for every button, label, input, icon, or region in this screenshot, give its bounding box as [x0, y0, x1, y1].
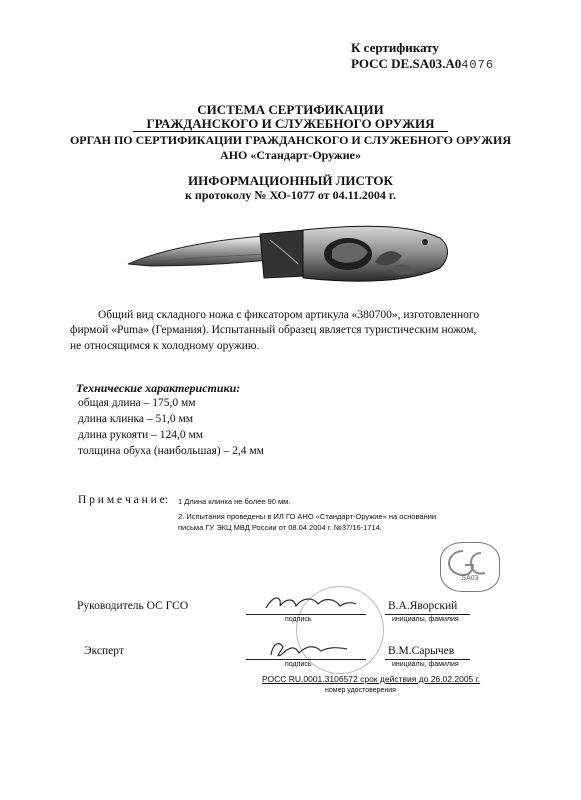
- spec-item: длина рукояти – 124,0 мм: [78, 429, 204, 441]
- specs-heading: Технические характеристики:: [76, 381, 241, 395]
- spec-item: общая длина – 175,0 мм: [78, 397, 196, 409]
- expert-role: Эксперт: [84, 645, 124, 657]
- head-name-line: [385, 614, 470, 615]
- head-role: Руководитель ОС ГСО: [77, 600, 189, 612]
- expert-name-line: [385, 659, 470, 660]
- knife-blade: [128, 236, 268, 266]
- expert-sign-line: [246, 659, 366, 660]
- note-1: 1 Длина клинка не более 90 мм.: [178, 497, 291, 506]
- organ-title: ОРГАН ПО СЕРТИФИКАЦИИ ГРАЖДАНСКОГО И СЛУЖЕБНОГО ОРУЖИЯ: [69, 133, 512, 147]
- certification-mark: [440, 542, 500, 592]
- note-2-line1: 2. Испытания проведены в ИЛ ГО АНО «Стандарт-Оружие» на основании: [178, 512, 437, 521]
- description-line2: фирмой «Puma» (Германия). Испытанный образец является туристическим ножом,: [70, 324, 477, 336]
- system-title-1: СИСТЕМА СЕРТИФИКАЦИИ: [197, 102, 384, 117]
- head-name: В.А.Яворский: [388, 600, 458, 612]
- note-2-line2: письма ГУ ЭКЦ МВД России от 08.04.2004 г. №37/16-1714.: [178, 523, 382, 532]
- description-line1: Общий вид складного ножа с фиксатором артикула «380700», изготовленного: [98, 309, 480, 321]
- certificate-number: РОСС RU.0001.3106572 срок действия до 26.02.2005 г.: [262, 674, 481, 684]
- expert-signature: [265, 637, 355, 661]
- cert-ref-handwritten: 4076: [461, 58, 495, 72]
- certificate-number-caption: номер удостоверения: [325, 687, 396, 694]
- cert-ref-line1: К сертификату: [351, 40, 439, 55]
- head-sign-caption: подпись: [285, 616, 312, 623]
- expert-name-caption: инициалы, фамилия: [392, 661, 459, 668]
- head-sign-line: [246, 614, 366, 615]
- system-title-2: ГРАЖДАНСКОГО И СЛУЖЕБНОГО ОРУЖИЯ: [146, 116, 435, 131]
- knife-bolster: [260, 230, 305, 278]
- sheet-title: ИНФОРМАЦИОННЫЙ ЛИСТОК: [188, 173, 393, 188]
- cert-ref-number: РОСС DE.SA03.A0: [351, 56, 462, 71]
- organ-name: АНО «Стандарт-Оружие»: [220, 148, 361, 162]
- expert-sign-caption: подпись: [285, 661, 312, 668]
- spec-item: толщина обуха (наибольшая) – 2,4 мм: [78, 445, 264, 457]
- description-line3: не относящимся к холодному оружию.: [70, 340, 260, 352]
- head-name-caption: инициалы, фамилия: [392, 616, 459, 623]
- header-rule: [133, 131, 448, 132]
- gost-logo-icon: [441, 545, 499, 579]
- expert-name: В.М.Сарычев: [388, 645, 455, 657]
- sheet-subtitle: к протоколу № ХО-1077 от 04.11.2004 г.: [184, 188, 397, 202]
- cert-ref-line2: [351, 56, 494, 72]
- spec-item: длина клинка – 51,0 мм: [78, 413, 194, 425]
- certification-mark-code: SA03: [461, 575, 479, 582]
- head-signature: [260, 592, 360, 616]
- knife-image: [120, 220, 455, 300]
- notes-label: П р и м е ч а н и е:: [78, 494, 168, 506]
